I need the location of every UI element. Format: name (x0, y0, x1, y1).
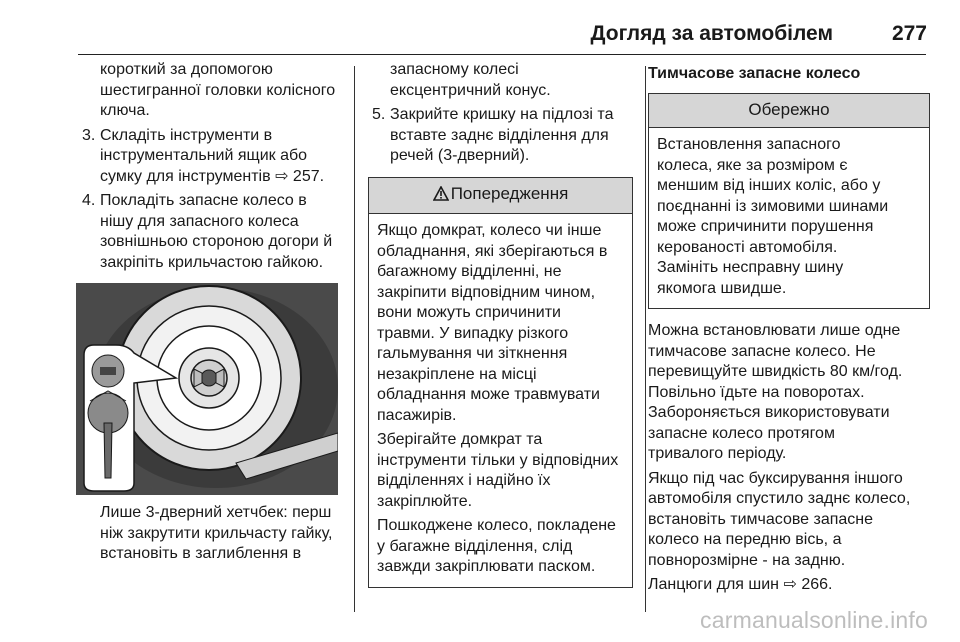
header-divider (78, 54, 926, 55)
step-5: 5. Закрийте кришку на підлозі та вставте заднє відділення для речей (3-дверний). (372, 106, 614, 164)
column-2 (368, 60, 633, 588)
page-ref-link[interactable]: 266. (801, 576, 833, 593)
warning-header (369, 178, 632, 215)
warning-paragraph-2: Зберігайте домкрат та інструменти тільки у відповідних відділеннях і надійно їх закріплюйте. (377, 431, 619, 510)
warning-paragraph-1: Якщо домкрат, колесо чи інше обладнання, які зберігаються в багажному відділенні, не закріпити відповідним чином, вони можуть спричинити травми. У випадку різкого гальмування чи зіткнення незакріплене на місці обладнання може травмувати пасажирів. (377, 222, 608, 424)
page-number: 277 (891, 22, 927, 45)
step-number: 3. (82, 126, 96, 144)
page-title: Догляд за автомобілем (590, 22, 833, 45)
page-ref-icon: ⇨ (783, 576, 797, 593)
figure-caption: Лише 3-дверний хетчбек: перш ніж закрутити крильчасту гайку, встановіть в заглиблення в (100, 504, 333, 562)
warning-body (369, 214, 632, 587)
column-3 (648, 60, 930, 596)
warning-box (368, 177, 633, 588)
continued-text: запасному колесі ексцентричний конус. (390, 61, 551, 99)
step-3: 3. Складіть інструменти в інструментальний ящик або сумку для інструментів ⇨ 257. (82, 126, 325, 185)
section-title: Тимчасове запасне колесо (648, 65, 861, 82)
paragraph-3: Ланцюги для шин ⇨ 266. (648, 576, 833, 593)
intro-text: короткий за допомогою шестигранної головки колісного ключа. (100, 61, 336, 119)
paragraph-1: Можна встановлювати лише одне тимчасове запасне колесо. Не перевищуйте швидкість 80 км/год. Повільно їдьте на поворотах. Забороняється використовувати запасне колесо протягом тривалого періоду. (648, 322, 903, 462)
body-text (648, 321, 930, 596)
column-divider-2 (645, 66, 646, 612)
spare-wheel-illustration (76, 283, 338, 495)
warning-triangle-icon (433, 186, 449, 207)
step-4: 4. Покладіть запасне колесо в нішу для запасного колеса зовнішньою стороною догори й закріпіть крильчастою гайкою. (82, 192, 333, 271)
warning-title: Попередження (450, 183, 569, 203)
page-header (0, 0, 960, 56)
column-divider-1 (354, 66, 355, 612)
page-ref-link[interactable]: 257. (292, 167, 325, 185)
step-number: 5. (372, 106, 386, 123)
caution-header: Обережно (649, 94, 929, 129)
column-1 (78, 60, 348, 565)
caution-box (648, 93, 930, 310)
watermark: carmanualsonline.info (700, 607, 928, 633)
warning-paragraph-3: Пошкоджене колесо, покладене у багажне відділення, слід завжди закріплювати паском. (377, 517, 616, 575)
page-ref-icon: ⇨ (275, 167, 289, 185)
step-number: 4. (82, 192, 96, 209)
paragraph-2: Якщо під час буксирування іншого автомобіля спустило заднє колесо, встановіть тимчасове запасне колесо на передню вісь, а повнорозмірне - на задню. (648, 469, 911, 569)
caution-body: Встановлення запасного колеса, яке за розміром є меншим від інших коліс, або у поєднанні із зимовими шинами може спричинити порушення керованості автомобіля. Замініть несправну шину якомога швидше. (657, 136, 889, 297)
